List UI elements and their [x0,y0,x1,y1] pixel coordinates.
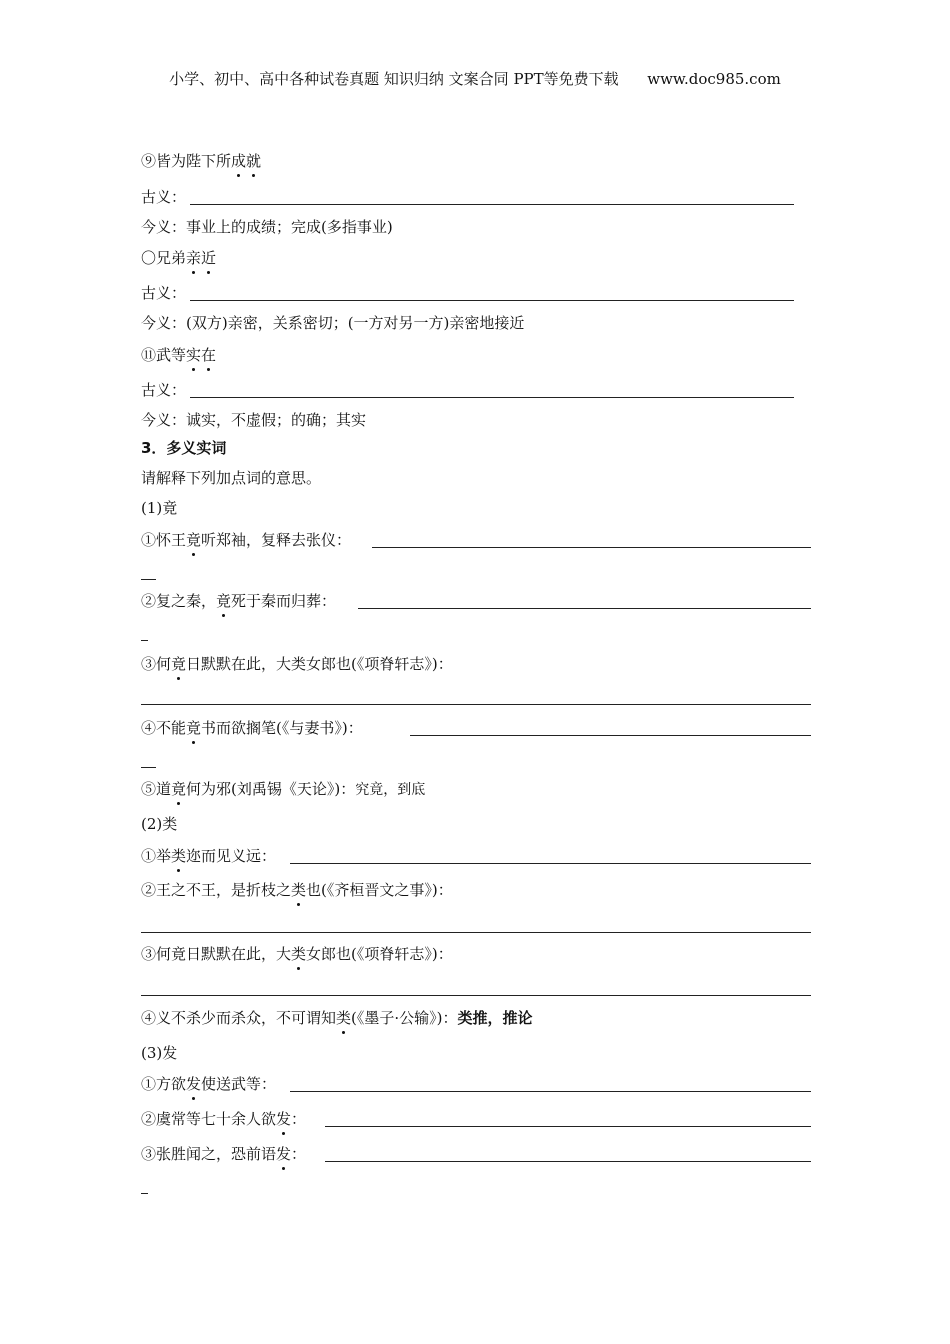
answer-blank[interactable] [358,608,811,609]
item-text: ⑨皆为陛下所 [141,152,232,170]
answer-blank-overflow [141,1193,148,1194]
answer-blank[interactable] [372,547,811,548]
answer-blank[interactable] [290,1091,811,1092]
answer-blank-11[interactable] [190,397,794,398]
item-text: ： [291,1110,307,1128]
dotted-char: 发 [276,1110,292,1128]
answer-blank[interactable] [141,995,811,996]
group-heading-lei: (2)类 [141,815,178,833]
item-text: 死于秦而归葬： [231,592,337,610]
item-text: 日默默在此，大类女郎也(《项脊轩志》)： [186,655,453,673]
group-heading-fa: (3)发 [141,1044,178,1062]
item-text: ③张胜闻之，恐前语 [141,1145,277,1163]
item-text: 〇兄弟 [141,249,187,267]
dotted-char: 发 [186,1075,202,1093]
answer-blank[interactable] [290,863,811,864]
page-header: 小学、初中、高中各种试卷真题 知识归纳 文案合同 PPT等免费下载 www.doc985.com [169,70,781,88]
modern-meaning-10: 今义：(双方)亲密，关系密切；(一方对另一方)亲密地接近 [141,314,525,332]
item-text: 也(《齐桓晋文之事》)： [306,881,453,899]
item-9 [141,151,261,171]
ancient-label-10: 古义： [141,284,187,302]
item-text: ③何 [141,655,172,673]
item-text: ⑪武等 [141,346,187,364]
dotted-char: 近 [201,249,217,267]
item-text: ②虞常等七十余人欲 [141,1110,277,1128]
dotted-char: 成 [231,152,247,170]
answer-blank[interactable] [325,1126,811,1127]
dotted-char: 竟 [186,531,202,549]
dotted-char: 类 [336,1009,352,1027]
jing-item-3 [141,654,453,674]
dotted-char: 类 [171,847,187,865]
item-text: 迩而见义远： [186,847,277,865]
item-text: ①方欲 [141,1075,187,1093]
jing-item-1 [141,530,351,550]
lei-item-3 [141,944,453,964]
fa-item-3 [141,1144,306,1164]
item-text: 女郎也(《项脊轩志》)： [306,945,453,963]
dotted-char: 类 [291,881,307,899]
answer-blank[interactable] [141,704,811,705]
group-heading-jing: (1)竟 [141,499,178,517]
dotted-char: 竟 [171,655,187,673]
dotted-char: 竟 [216,592,232,610]
jing-item-5 [141,779,425,800]
jing-item-4 [141,718,363,738]
item-text: ③何竟日默默在此，大 [141,945,292,963]
answer-blank[interactable] [141,932,811,933]
answer-blank-9[interactable] [190,204,794,205]
dotted-char: 竟 [171,780,187,798]
item-text: 听郑袖，复释去张仪： [201,531,352,549]
item-text: 使送武等： [201,1075,277,1093]
answer-blank[interactable] [410,735,811,736]
instruction: 请解释下列加点词的意思。 [141,469,322,487]
fa-item-1 [141,1074,276,1094]
section-title: 3．多义实词 [141,439,227,457]
item-text: ： [291,1145,307,1163]
dotted-char: 类 [291,945,307,963]
item-text: ⑤道 [141,780,172,798]
dotted-char: 竟 [186,719,202,737]
item-text: ④不能 [141,719,187,737]
jing-item-2 [141,591,336,611]
item-10 [141,248,216,268]
item-11 [141,345,216,365]
answer-blank[interactable] [325,1161,811,1162]
item-text: (《墨子·公输》)： [351,1009,458,1027]
answer-blank-overflow [141,640,148,641]
answer-blank-10[interactable] [190,300,794,301]
answer-blank-overflow [141,767,156,768]
dotted-char: 就 [246,152,262,170]
item-text: ④义不杀少而杀众，不可谓知 [141,1009,337,1027]
modern-meaning-11: 今义：诚实，不虚假；的确；其实 [141,411,367,429]
lei-item-2 [141,880,453,900]
lei-item-1 [141,846,276,866]
lei-item-4 [141,1008,533,1028]
item-text: ①举 [141,847,172,865]
given-answer: 类推，推论 [457,1009,533,1027]
item-text: ①怀王 [141,531,187,549]
dotted-char: 亲 [186,249,202,267]
modern-meaning-9: 今义：事业上的成绩；完成(多指事业) [141,218,393,236]
dotted-char: 实 [186,346,202,364]
dotted-char: 在 [201,346,217,364]
given-answer: 究竟，到底 [355,782,426,798]
dotted-char: 发 [276,1145,292,1163]
ancient-label-11: 古义： [141,381,187,399]
item-text: ②王之不王，是折枝之 [141,881,292,899]
item-text: 书而欲搁笔(《与妻书》)： [201,719,363,737]
item-text: 何为邪(刘禹锡《天论》)： [186,780,356,798]
fa-item-2 [141,1109,306,1129]
item-text: ②复之秦， [141,592,217,610]
ancient-label-9: 古义： [141,188,187,206]
answer-blank-overflow [141,579,156,580]
